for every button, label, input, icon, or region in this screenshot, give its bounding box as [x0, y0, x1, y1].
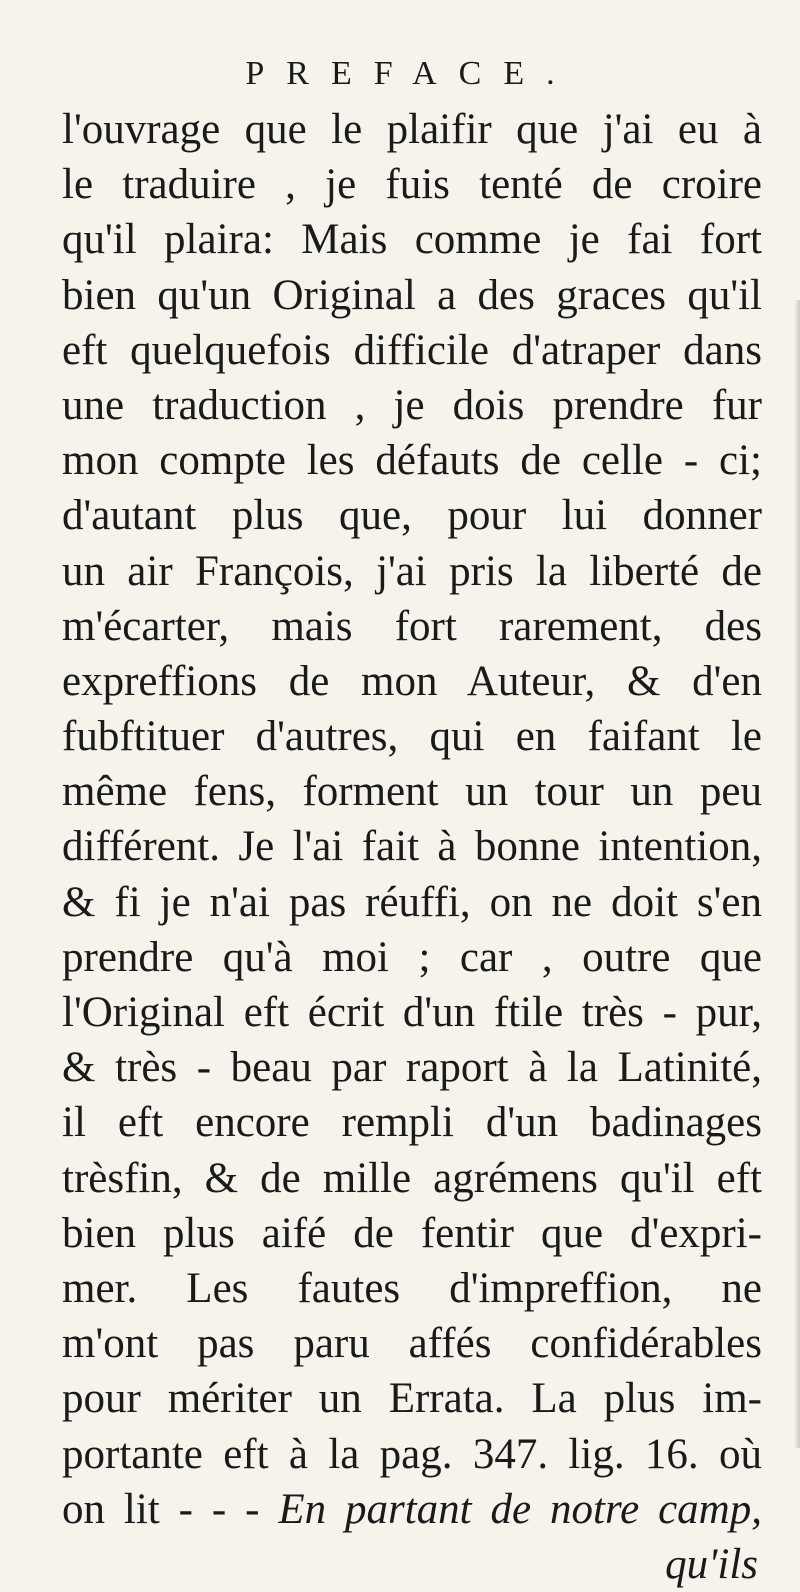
- text-line: même fens, forment un tour un peu: [62, 768, 762, 816]
- text-line: une traduction , je dois prendre fur: [62, 381, 762, 429]
- text-line: prendre qu'à moi ; car , outre que: [62, 933, 762, 981]
- text-line: & très - beau par raport à la Latinité,: [62, 1044, 762, 1092]
- text-line-quote: [62, 1482, 762, 1537]
- text-line: pour mériter un Errata. La plus im-: [62, 1375, 762, 1423]
- text-line: l'Original eft écrit d'un ftile très - pur,: [62, 989, 762, 1036]
- text-line: qu'il plaira: Mais comme je fai fort: [62, 216, 762, 264]
- text-line: bien qu'un Original a des graces qu'il: [62, 271, 762, 319]
- text-line: l'ouvrage que le plaifir que j'ai eu à: [62, 106, 762, 153]
- text-line: m'ont pas paru affés confidérables: [62, 1320, 762, 1368]
- text-line: eft quelquefois difficile d'atraper dans: [62, 326, 762, 374]
- text-line: trèsfin, & de mille agrémens qu'il eft: [62, 1154, 762, 1202]
- page-edge-shadow: [794, 300, 800, 1448]
- text-line: mon compte les défauts de celle - ci;: [62, 437, 762, 485]
- text-line: expreffions de mon Auteur, & d'en: [62, 657, 762, 705]
- running-head: PREFACE.: [245, 55, 577, 92]
- text-line: portante eft à la pag. 347. lig. 16. où: [62, 1430, 762, 1478]
- text-line: un air François, j'ai pris la liberté de: [62, 547, 762, 595]
- text-line: m'écarter, mais fort rarement, des: [62, 602, 762, 650]
- text-line: différent. Je l'ai fait à bonne intention,: [62, 823, 762, 871]
- quoted-passage: En partant de notre camp,: [278, 1485, 762, 1533]
- text-line: d'autant plus que, pour lui donner: [62, 492, 762, 540]
- quote-prefix: on lit - - -: [62, 1485, 279, 1533]
- body-text: [62, 102, 762, 1592]
- text-line: mer. Les fautes d'impreffion, ne: [62, 1264, 762, 1312]
- text-line: & fi je n'ai pas réuffi, on ne doit s'en: [62, 878, 762, 926]
- text-line: le traduire , je fuis tenté de croire: [62, 161, 762, 209]
- text-line: il eft encore rempli d'un badinages: [62, 1099, 762, 1147]
- text-line: bien plus aifé de fentir que d'expri-: [62, 1209, 762, 1257]
- text-line: fubftituer d'autres, qui en faifant le: [62, 713, 762, 761]
- catchword: qu'ils: [665, 1540, 758, 1588]
